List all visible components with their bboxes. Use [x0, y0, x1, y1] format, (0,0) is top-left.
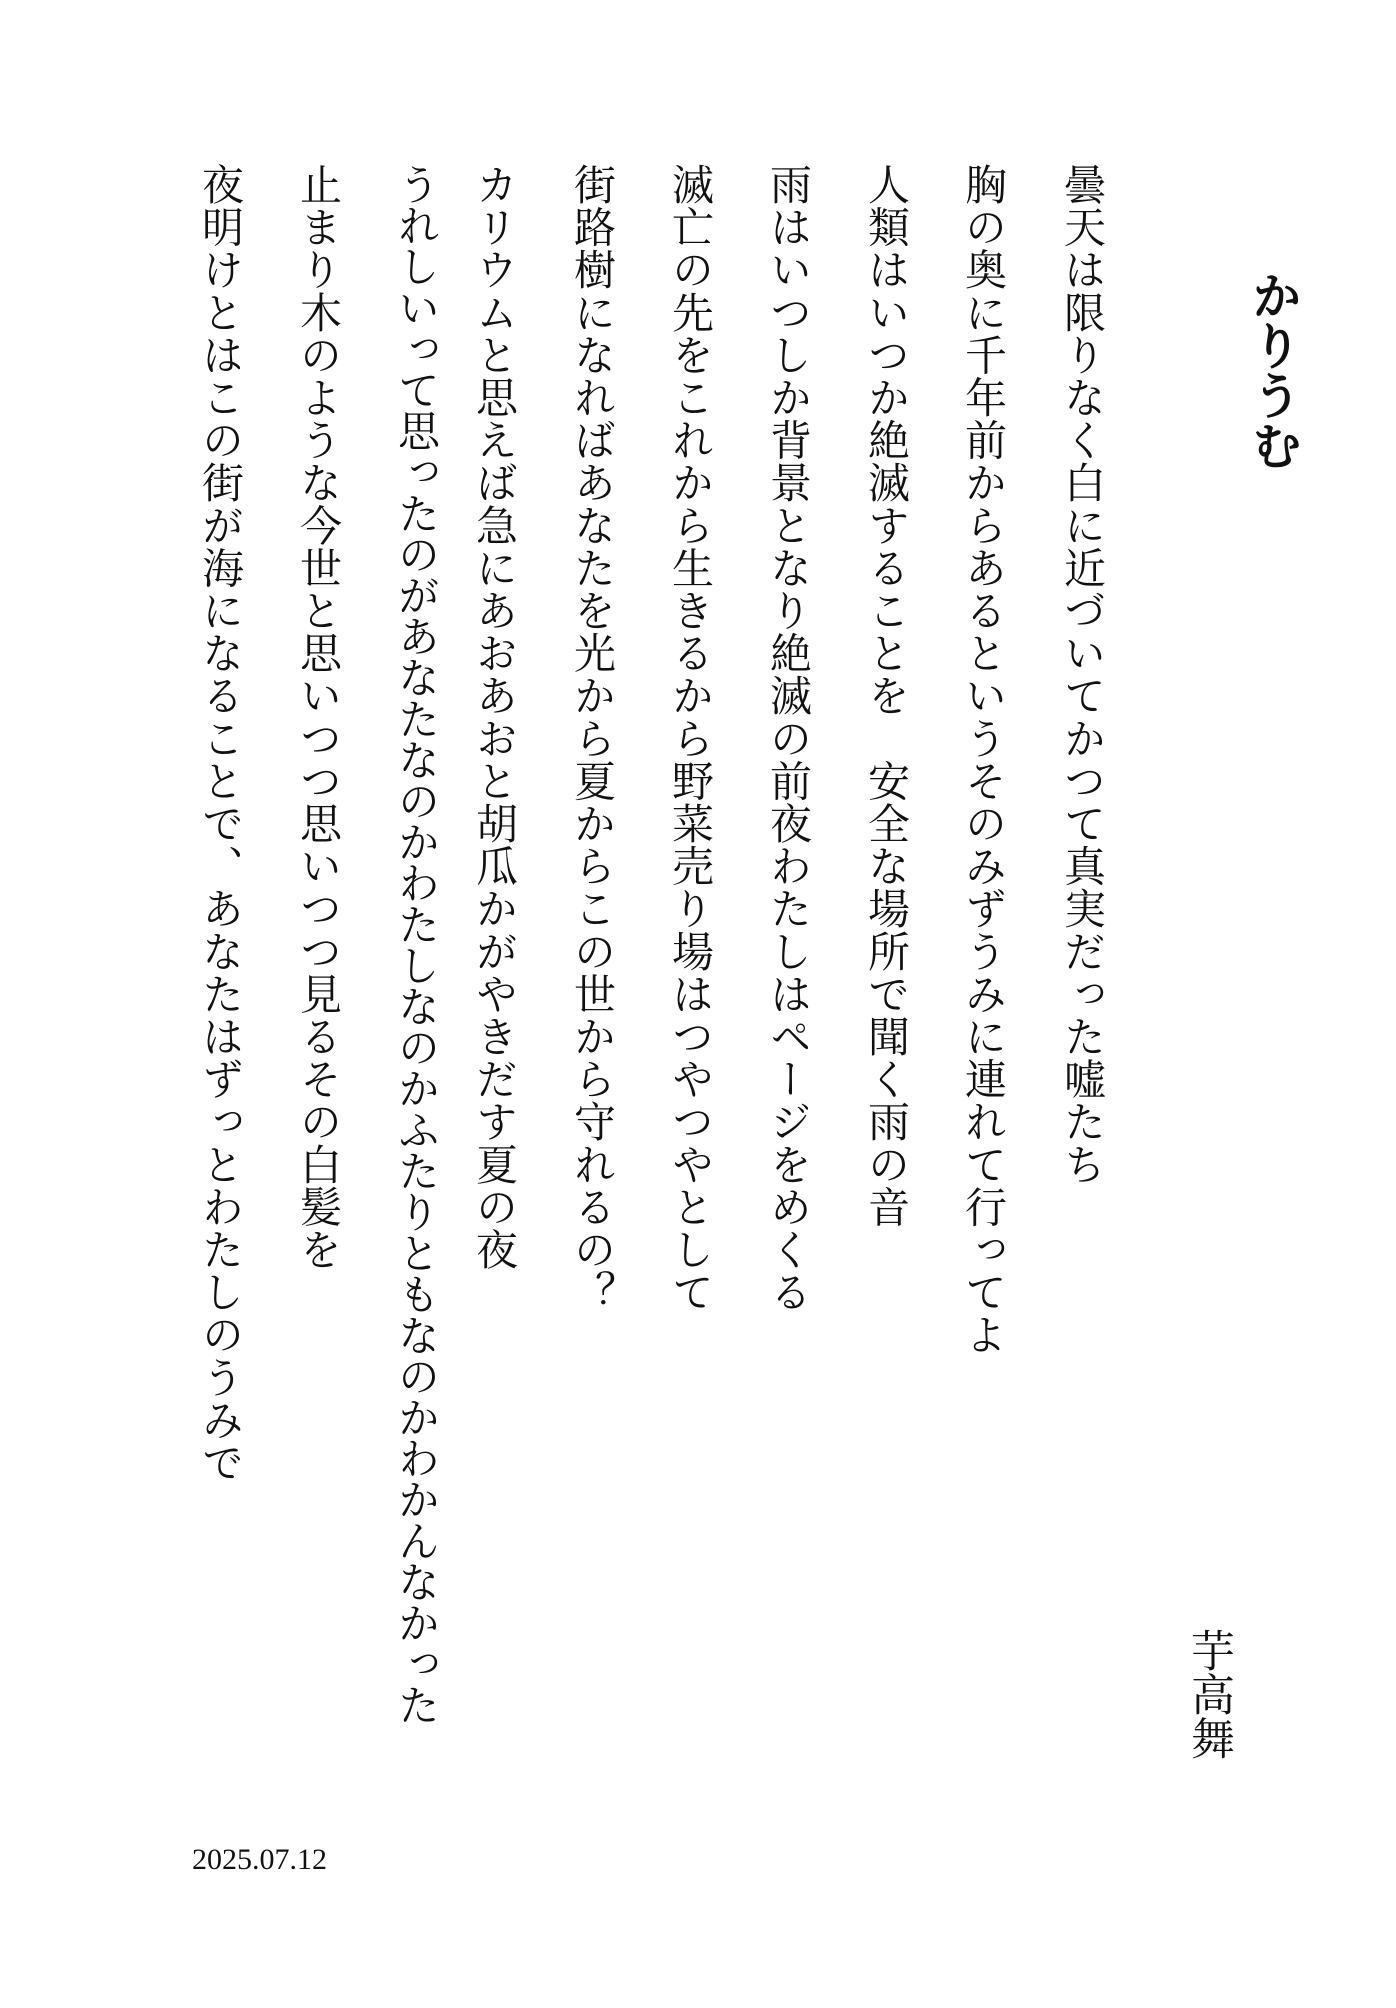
poem-line-8: うれしいって思ったのがあなたなのかわたしなのかふたりともなのかわかんなかった [392, 163, 441, 1725]
poem-line-9: 止まり木のような今世と思いつつ思いつつ見るその白髪を [294, 163, 343, 1271]
author-name: 芋高舞 [1183, 1628, 1234, 1760]
date-stamp: 2025.07.12 [192, 1843, 327, 1876]
poem-title: かりうむ [1244, 270, 1303, 470]
poem-line-7: カリウムと思えば急にあおあおと胡瓜かがやきだす夏の夜 [470, 163, 519, 1271]
poem-line-10: 夜明けとはこの街が海になることで、あなたはずっとわたしのうみで [196, 163, 245, 1484]
poem-line-5: 滅亡の先をこれから生きるから野菜売り場はつやつやとして [666, 163, 715, 1314]
poem-line-3: 人類はいつか絶滅することを 安全な場所で聞く雨の音 [862, 163, 911, 1228]
poem-line-2: 胸の奥に千年前からあるというそのみずうみに連れて行ってよ [959, 163, 1008, 1356]
poem-line-6: 街路樹になればあなたを光から夏からこの世から守れるの？ [568, 163, 617, 1314]
poem-line-1: 曇天は限りなく白に近づいてかつて真実だった嘘たち [1058, 163, 1107, 1186]
poem-line-4: 雨はいつしか背景となり絶滅の前夜わたしはページをめくる [764, 163, 813, 1314]
